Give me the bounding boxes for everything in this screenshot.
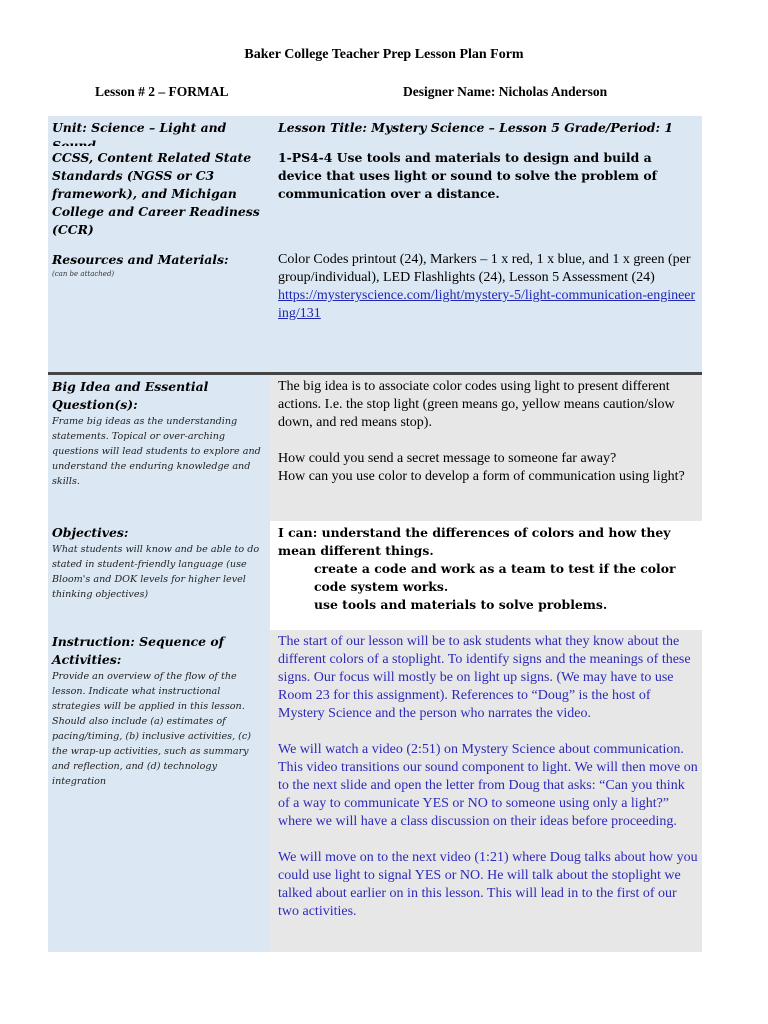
objective-3: use tools and materials to solve problems. bbox=[314, 597, 608, 612]
big-idea-label-cell bbox=[48, 375, 270, 521]
lesson-plan-table bbox=[48, 116, 702, 952]
objective-1: I can: understand the differences of colors and how they mean different things. bbox=[278, 525, 671, 558]
big-idea-row bbox=[48, 375, 702, 521]
instruction-paragraph-2: We will watch a video (2:51) on Mystery Science about communication. This video transitions our sound component to light. We will then move on to the next slide and open the letter from Doug that asks: “Can you think of a way to communicate YES or NO to someone using only a light?” where we will have a class discussion on their ideas before proceeding. bbox=[278, 742, 698, 829]
lesson-number: Lesson # 2 – FORMAL bbox=[95, 84, 229, 99]
objectives-note: What students will know and be able to do stated in student-friendly language (use Bloom's and DOK levels for higher level thinking objectives) bbox=[52, 544, 260, 600]
standards-label: CCSS, Content Related State Standards (NGSS or C3 framework), and Michigan College and Career Readiness (CCR) bbox=[52, 150, 260, 237]
essential-question-1: How could you send a secret message to someone far away? bbox=[278, 451, 617, 466]
resources-row bbox=[48, 248, 702, 372]
form-title: Baker College Teacher Prep Lesson Plan Form bbox=[244, 47, 524, 62]
objectives-row bbox=[48, 521, 702, 630]
unit-label: Unit: Science – Light and bbox=[52, 120, 227, 135]
instruction-row bbox=[48, 630, 702, 952]
standards-label-cell bbox=[48, 146, 270, 248]
objectives-label-cell bbox=[48, 521, 270, 630]
big-idea-label: Big Idea and Essential Question(s): bbox=[52, 379, 209, 412]
objective-2: create a code and work as a team to test if the color code system works. bbox=[314, 561, 676, 594]
essential-question-2: How can you use color to develop a form of communication using light? bbox=[278, 469, 685, 484]
big-idea-value-cell bbox=[270, 375, 702, 521]
standards-row bbox=[48, 146, 702, 248]
resources-link[interactable]: https://mysteryscience.com/light/mystery-5/light-communication-engineering/131 bbox=[278, 288, 696, 321]
objectives-value-cell bbox=[270, 521, 702, 630]
instruction-paragraph-3: We will move on to the next video (1:21) where Doug talks about how you could use light to signal YES or NO. He will talk about the stoplight we talked about earlier on in this lesson. This will lead in to the first of our two activities. bbox=[278, 850, 698, 919]
designer-name: Designer Name: Nicholas Anderson bbox=[403, 84, 608, 99]
resources-value-cell bbox=[270, 248, 702, 372]
standards-value-cell bbox=[270, 146, 702, 248]
resources-label: Resources and Materials: bbox=[52, 252, 229, 267]
big-idea-note: Frame big ideas as the understanding statements. Topical or over-arching questions will lead students to explore and understand the enduring knowledge and skills. bbox=[52, 416, 261, 487]
resources-note: (can be attached) bbox=[52, 270, 115, 278]
instruction-note: Provide an overview of the flow of the lesson. Indicate what instructional strategies will be applied in this lesson. Should also include (a) estimates of pacing/timing, (b) inclusive activities, (c) the wrap-up activities, such as summary and reflection, and (d) technology integration bbox=[52, 671, 252, 787]
resources-text: Color Codes printout (24), Markers – 1 x red, 1 x blue, and 1 x green (per group/individual), LED Flashlights (24), Lesson 5 Assessment (24) bbox=[278, 252, 691, 285]
instruction-value-cell bbox=[270, 630, 702, 952]
resources-label-cell bbox=[48, 248, 270, 372]
standards-text: 1-PS4-4 Use tools and materials to design and build a device that uses light or sound to solve the problem of communication over a distance. bbox=[278, 150, 657, 201]
unit-cell bbox=[48, 116, 270, 146]
big-idea-text: The big idea is to associate color codes using light to present different actions. I.e. the stop light (green means go, yellow means caution/slow down, and red means stop). bbox=[278, 379, 675, 430]
unit-row bbox=[48, 116, 702, 146]
instruction-label-cell bbox=[48, 630, 270, 952]
objectives-label: Objectives: bbox=[52, 525, 129, 540]
lesson-title-cell bbox=[270, 116, 702, 146]
lesson-title: Lesson Title: Mystery Science – Lesson 5 Grade/Period: 1 bbox=[278, 120, 673, 135]
instruction-paragraph-1: The start of our lesson will be to ask students what they know about the different colors of a stoplight. To identify signs and the meanings of these signs. Our focus will mostly be on light up signs. (We may have to use Room 23 for this assignment). References to “Doug” is the host of Mystery Science and the person who narrates the video. bbox=[278, 634, 691, 721]
instruction-label: Instruction: Sequence of Activities: bbox=[52, 634, 224, 667]
